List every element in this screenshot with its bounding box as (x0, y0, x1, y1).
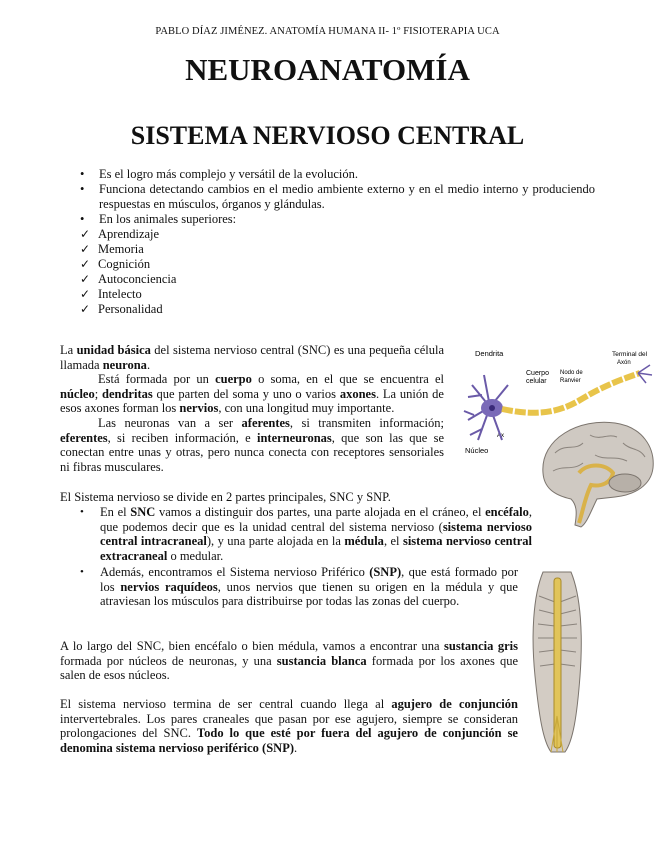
label-nodo: Nodo de (560, 370, 583, 376)
label-axon: Axón (617, 360, 631, 366)
page-header: PABLO DÍAZ JIMÉNEZ. ANATOMÍA HUMANA II- 1º FISIOTERAPIA UCA (155, 26, 500, 37)
checkmark-icon: ✓ (80, 227, 91, 241)
intro-list (80, 167, 595, 317)
label-celular: celular (526, 378, 547, 385)
paragraph-unidad-basica: La unidad básica del sistema nervioso central (SNC) es una pequeña célula llamada neurona. (60, 343, 445, 372)
check-item: ✓ Intelecto (80, 287, 142, 301)
label-dendrita: Dendrita (475, 349, 504, 358)
page-title: NEUROANATOMÍA (185, 52, 470, 87)
checkmark-icon: ✓ (80, 302, 91, 316)
snp-sublist (80, 565, 518, 609)
nucleus (489, 405, 495, 411)
axon-terminal (638, 365, 652, 383)
label-ranvier: Ranvier (560, 378, 581, 384)
spine-illustration (525, 566, 590, 756)
checklist (80, 227, 595, 317)
paragraph-sustancias: A lo largo del SNC, bien encéfalo o bien médula, vamos a encontrar una sustancia gris formada por núcleos de neuronas, y una sustancia blanca formada por los axones que salen de esos núcleos. (60, 639, 518, 683)
label-ax: Ax (497, 433, 505, 439)
check-item: ✓ Personalidad (80, 302, 163, 316)
checkmark-icon: ✓ (80, 272, 91, 286)
label-terminal: Terminal del (612, 351, 648, 358)
check-item: ✓ Memoria (80, 242, 144, 256)
paragraph-tipos-neuronas: Las neuronas van a ser aferentes, si transmiten información; eferentes, si reciben información, e interneuronas, que son las que se conectan entre unas y otras, pero nunca conecta con receptores sensoriales ni fibras musculares. (60, 415, 444, 474)
bullet-item: • Funciona detectando cambios en el medio ambiente externo y en el medio interno y produciendo respuestas en músculos, órganos y glándulas. (80, 182, 595, 211)
neuron-paragraphs (60, 343, 444, 474)
snc-sublist (80, 505, 532, 563)
check-item: ✓ Autoconciencia (80, 272, 177, 286)
brain-outline (543, 422, 653, 527)
paragraph-estructura: Está formada por un cuerpo o soma, en el que se encuentra el núcleo; dendritas que parten del soma y uno o varios axones. La unión de esos axones forman los nervios, con una longitud muy importante. (60, 372, 445, 416)
check-item: ✓ Aprendizaje (80, 227, 160, 241)
checkmark-icon: ✓ (80, 257, 91, 271)
cerebellum (609, 474, 641, 492)
sub-item-snc: • En el SNC vamos a distinguir dos partes, una parte alojada en el cráneo, el encéfalo, que podemos decir que es la unidad central del sistema nervioso (sistema nervioso central intracraneal), y una parte alojada en la médula, el sistema nervioso central extracraneal o medular. (80, 505, 532, 563)
brain-illustration (535, 413, 655, 528)
checkmark-icon: ✓ (80, 242, 91, 256)
paragraph-division: El Sistema nervioso se divide en 2 partes principales, SNC y SNP. (60, 490, 391, 504)
label-cuerpo: Cuerpo (526, 370, 549, 377)
bullet-item: • En los animales superiores: (80, 212, 237, 226)
section-title: SISTEMA NERVIOSO CENTRAL (130, 121, 525, 150)
checkmark-icon: ✓ (80, 287, 91, 301)
paragraph-agujero: El sistema nervioso termina de ser central cuando llega al agujero de conjunción intervertebrales. Los pares craneales que pasan por ese agujero, siempre se consideran prolongaciones del SNC. Todo lo que esté por fuera del agujero de conjunción se denomina sistema nervioso periférico (SNP). (60, 697, 518, 755)
label-nucleo: Núcleo (465, 446, 489, 455)
bullet-item: • Es el logro más complejo y versátil de la evolución. (80, 167, 358, 181)
sub-item-snp: • Además, encontramos el Sistema nervioso Priférico (SNP), que está formado por los nervios raquídeos, unos nervios que tienen su origen en la médula y que atraviesan los músculos para distribuirse por todas las zonas del cuerpo. (80, 565, 518, 609)
check-item: ✓ Cognición (80, 257, 151, 271)
